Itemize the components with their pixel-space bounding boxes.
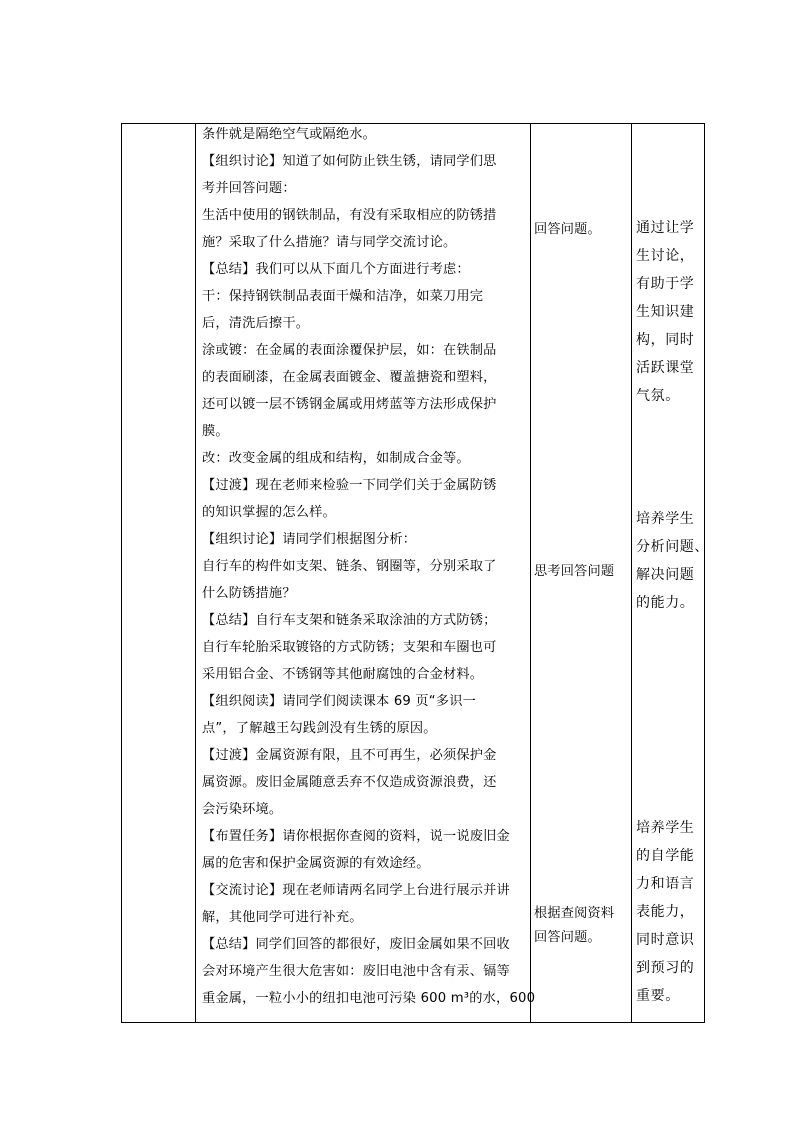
text-line: 的知识掌握的怎么样。 [202, 505, 336, 520]
paragraph [202, 475, 497, 523]
design-intent-item [636, 814, 694, 1010]
text-line: 属的危害和保护金属资源的有效途经。 [202, 856, 430, 871]
text-line: 【总结】自行车支架和链条采取涂油的方式防锈； [202, 613, 497, 628]
text-line: 涂或镀：在金属的表面涂覆保护层，如：在铁制品 [202, 343, 497, 358]
text-line: 施？采取了什么措施？请与同学交流讨论。 [202, 235, 457, 250]
text-line: 气氛。 [636, 388, 680, 404]
text-line: 考并回答问题： [202, 181, 296, 196]
text-line: 【总结】我们可以从下面几个方面进行考虑： [202, 262, 470, 277]
text-line: 构，同时 [636, 332, 695, 348]
student-activity-item [534, 903, 614, 948]
text-line: 自行车的构件如支架、链条、钢圈等，分别采取了 [202, 559, 497, 574]
paragraph [202, 529, 416, 550]
text-line: 思考回答问题 [534, 564, 615, 579]
paragraph [202, 880, 510, 928]
text-line: 【组织讨论】知道了如何防止铁生锈，请同学们思 [202, 154, 497, 169]
text-line: 改：改变金属的组成和结构，如制成合金等。 [202, 451, 470, 466]
lesson-plan-table [121, 123, 709, 1023]
text-line: 有助于学 [636, 276, 695, 292]
text-line: 活跃课堂 [636, 360, 695, 376]
text-line: 属资源。废旧金属随意丢弃不仅造成资源浪费，还 [202, 775, 497, 790]
text-line: 培养学生 [636, 820, 695, 836]
design-intent-item [636, 505, 709, 617]
text-line: 还可以镀一层不锈钢金属或用烤蓝等方法形成保护 [202, 397, 497, 412]
student-activity-item [534, 561, 614, 582]
text-line: 解决问题 [636, 567, 695, 583]
text-line: 通过让学 [636, 220, 695, 236]
student-activity-column [534, 124, 629, 1022]
paragraph [202, 610, 497, 685]
paragraph [202, 124, 376, 145]
text-line: 到预习的 [636, 960, 695, 976]
text-line: 的自学能 [636, 848, 695, 864]
paragraph [202, 691, 476, 739]
paragraph [202, 205, 497, 253]
text-line: 重要。 [636, 988, 680, 1004]
text-line: 【组织讨论】请同学们根据图分析： [202, 532, 417, 547]
text-line: 膜。 [202, 424, 229, 439]
paragraph [202, 826, 510, 874]
text-line: 【过渡】金属资源有限，且不可再生，必须保护金 [202, 748, 497, 763]
text-line: 【组织阅读】请同学们阅读课本 69 页“多识一 [202, 694, 476, 709]
text-line: 干：保持钢铁制品表面干燥和洁净，如菜刀用完 [202, 289, 484, 304]
teacher-activity-column [196, 124, 536, 1022]
design-intent-item [636, 214, 694, 410]
text-line: 后，清洗后擦干。 [202, 316, 310, 331]
text-line: 的能力。 [636, 595, 695, 611]
text-line: 同时意识 [636, 932, 695, 948]
text-line: 根据查阅资料 [534, 906, 615, 921]
text-line: 回答问题。 [534, 222, 601, 237]
text-line: 点”，了解越王勾践剑没有生锈的原因。 [202, 721, 437, 736]
text-line: 生知识建 [636, 304, 695, 320]
paragraph [202, 934, 535, 1009]
text-line: 重金属，一粒小小的纽扣电池可污染 600 m³的水，600 [202, 991, 536, 1006]
text-line: 的表面刷漆，在金属表面镀金、覆盖搪瓷和塑料， [202, 370, 497, 385]
paragraph [202, 556, 497, 604]
text-line: 条件就是隔绝空气或隔绝水。 [202, 127, 377, 142]
text-line: 解，其他同学可进行补充。 [202, 910, 363, 925]
paragraph [202, 259, 470, 280]
text-line: 【布置任务】请你根据你查阅的资料，说一说废旧金 [202, 829, 510, 844]
student-activity-item [534, 219, 601, 240]
text-line: 什么防锈措施？ [202, 586, 296, 601]
text-line: 力和语言 [636, 876, 695, 892]
paragraph [202, 340, 497, 442]
text-line: 生讨论， [636, 248, 695, 264]
text-line: 分析问题、 [636, 539, 709, 555]
paragraph [202, 286, 483, 334]
paragraph [202, 448, 470, 469]
paragraph [202, 745, 497, 820]
text-line: 【总结】同学们回答的都很好，废旧金属如果不回收 [202, 937, 510, 952]
column-divider [631, 124, 632, 1022]
text-line: 回答问题。 [534, 930, 601, 945]
text-line: 会污染环境。 [202, 802, 283, 817]
text-line: 采用铝合金、不锈钢等其他耐腐蚀的合金材料。 [202, 667, 484, 682]
text-line: 会对环境产生很大危害如：废旧电池中含有汞、镉等 [202, 964, 510, 979]
text-line: 自行车轮胎采取镀铬的方式防锈；支架和车圈也可 [202, 640, 497, 655]
text-line: 表能力， [636, 904, 695, 920]
text-line: 培养学生 [636, 511, 695, 527]
column-divider [530, 124, 531, 1022]
design-intent-column [636, 124, 709, 1022]
text-line: 【过渡】现在老师来检验一下同学们关于金属防锈 [202, 478, 497, 493]
text-line: 生活中使用的钢铁制品，有没有采取相应的防锈措 [202, 208, 497, 223]
stage-column [122, 124, 195, 1022]
paragraph [202, 151, 497, 199]
text-line: 【交流讨论】现在老师请两名同学上台进行展示并讲 [202, 883, 510, 898]
